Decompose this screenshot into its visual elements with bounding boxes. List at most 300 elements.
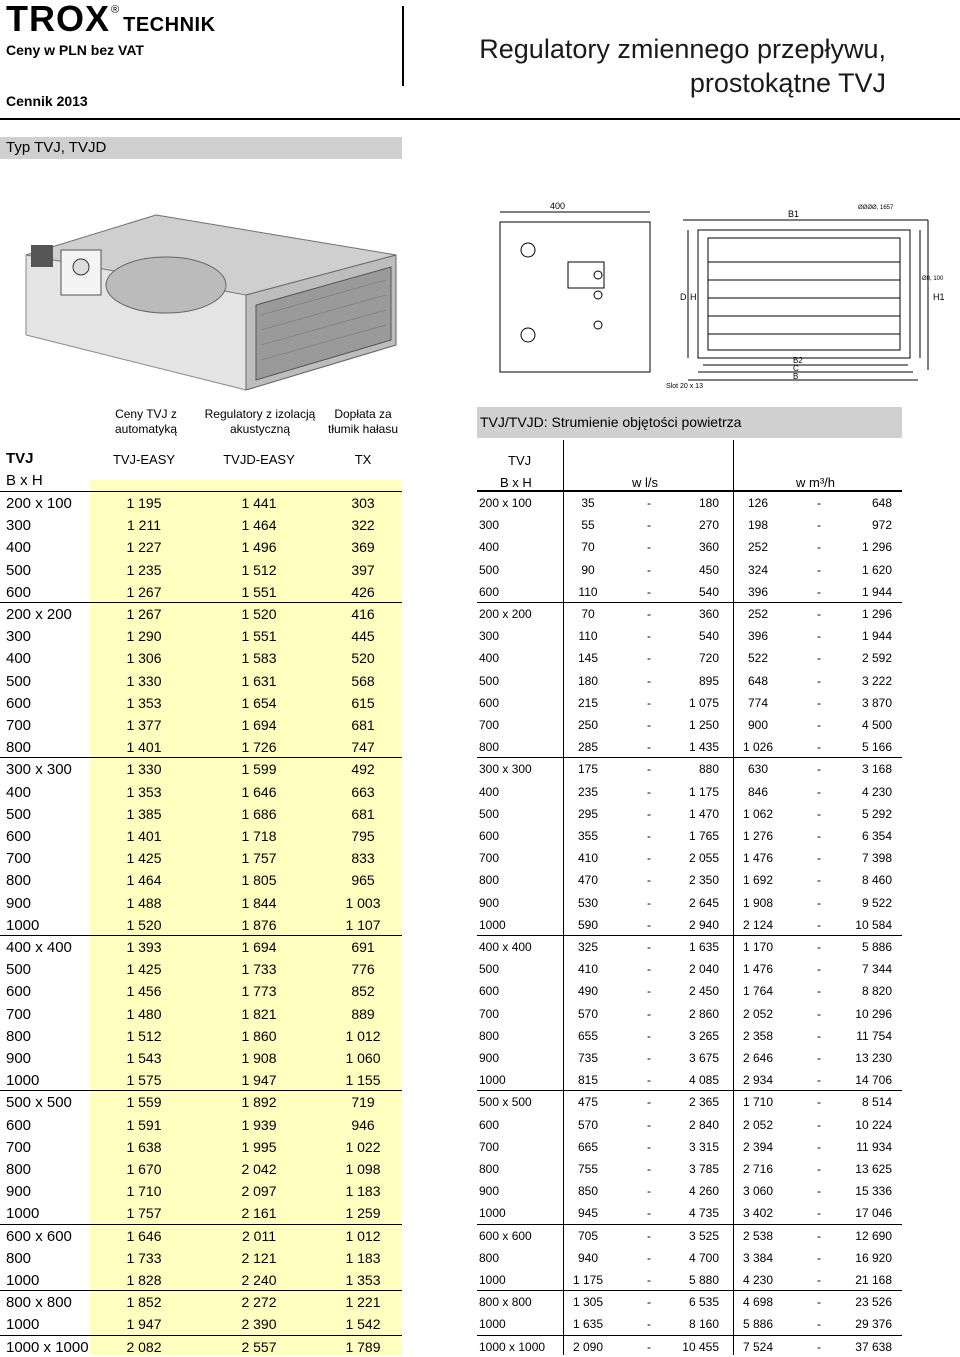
m3h-max-cell: 11 754	[856, 1028, 892, 1043]
size-cell: 500 x 500	[6, 1094, 72, 1112]
tx-cell: 1 259	[345, 1205, 381, 1222]
table-row	[477, 514, 902, 536]
ls-min-cell: 850	[577, 1184, 599, 1199]
tvj-easy-cell: 1 267	[126, 606, 162, 622]
table-row	[477, 603, 902, 625]
dash: -	[647, 784, 651, 799]
ls-min-cell: 530	[577, 895, 599, 910]
table-row	[0, 1313, 402, 1335]
dash: -	[817, 895, 821, 910]
col-header-tvj-price: Ceny TVJ z automatyką	[114, 407, 178, 436]
table-row	[477, 914, 902, 936]
table-row	[0, 1069, 402, 1091]
ls-max-cell: 4 735	[688, 1206, 719, 1221]
dash: -	[817, 718, 821, 732]
group-divider	[477, 1335, 902, 1336]
tx-cell: 719	[351, 1094, 375, 1111]
tvjd-easy-cell: 1 599	[241, 761, 277, 778]
group-divider	[0, 935, 402, 936]
table-row	[0, 647, 402, 669]
tx-cell: 445	[351, 628, 375, 645]
tx-cell: 965	[351, 872, 375, 889]
group-divider	[0, 491, 402, 492]
ls-min-cell: 110	[578, 629, 598, 644]
size-cell: 500	[6, 961, 32, 979]
ls-max-cell: 2 860	[688, 1006, 719, 1021]
table-row	[0, 670, 402, 692]
group-divider	[0, 1290, 402, 1291]
tx-cell: 1 060	[345, 1050, 381, 1066]
tx-cell: 520	[351, 650, 375, 667]
dash: -	[647, 851, 651, 866]
dash: -	[817, 1139, 821, 1154]
dash: -	[647, 673, 651, 688]
dash: -	[647, 1317, 651, 1332]
tx-cell: 1 012	[345, 1027, 381, 1044]
tx-cell: 946	[351, 1116, 375, 1133]
dash: -	[817, 584, 821, 599]
dash: -	[817, 607, 821, 621]
tvj-easy-cell: 1 480	[126, 1005, 162, 1022]
group-divider	[477, 491, 902, 492]
dash: -	[817, 518, 821, 533]
dash: -	[647, 917, 651, 932]
size-cell: 700	[6, 717, 32, 734]
dim-side: Ø8, 100	[922, 276, 944, 282]
ls-max-cell: 1 635	[688, 940, 719, 954]
m3h-max-cell: 7 344	[861, 962, 892, 977]
m3h-max-cell: 12 690	[855, 1228, 892, 1243]
m3h-min-cell: 2 358	[742, 1028, 774, 1043]
ls-max-cell: 2 055	[688, 851, 719, 866]
logo-trox-text: TROX	[6, 0, 111, 39]
ls-max-cell: 270	[698, 518, 719, 533]
tvjd-easy-cell: 1 654	[241, 694, 277, 711]
ls-min-cell: 110	[578, 584, 598, 599]
dash: -	[647, 1339, 651, 1354]
table-row	[477, 670, 902, 692]
m3h-min-cell: 2 052	[742, 1006, 774, 1021]
ls-max-cell: 1 175	[688, 784, 719, 799]
m3h-min-cell: 3 384	[742, 1250, 774, 1265]
size-cell: 1000	[479, 1273, 506, 1287]
table-row	[0, 1003, 402, 1025]
table-row	[477, 1202, 902, 1224]
size-cell: 800	[6, 1027, 32, 1045]
ls-min-cell: 410	[577, 962, 599, 977]
size-cell: 1000	[479, 917, 506, 932]
tvj-easy-cell: 1 828	[126, 1272, 162, 1288]
m3h-max-cell: 8 460	[861, 873, 892, 888]
tx-cell: 615	[351, 694, 375, 711]
ls-max-cell: 2 840	[688, 1117, 719, 1132]
table-row	[0, 559, 402, 581]
tvjd-easy-cell: 1 583	[241, 650, 277, 667]
technical-drawing	[488, 200, 948, 390]
size-cell: 400 x 400	[6, 939, 72, 956]
dim-b2: B2	[793, 356, 803, 365]
tvj-easy-cell: 1 425	[126, 961, 162, 978]
ls-min-cell: 175	[577, 762, 599, 777]
m3h-min-cell: 198	[747, 518, 769, 533]
tvj-easy-cell: 1 353	[126, 694, 162, 711]
size-cell: 1000	[6, 1072, 40, 1090]
ls-min-cell: 355	[577, 829, 599, 843]
size-cell: 700	[479, 1006, 500, 1021]
dash: -	[647, 629, 651, 644]
dash: -	[647, 1273, 651, 1287]
ls-max-cell: 10 455	[682, 1339, 719, 1354]
ls-min-cell: 1 305	[572, 1295, 604, 1310]
m3h-min-cell: 1 764	[742, 984, 774, 999]
tvjd-easy-cell: 1 520	[241, 606, 277, 622]
size-cell: 600	[479, 695, 500, 710]
tvj-easy-cell: 1 385	[126, 805, 162, 822]
tx-cell: 397	[351, 561, 375, 578]
table-row	[0, 1025, 402, 1047]
size-cell: 1000	[6, 1316, 40, 1334]
tvj-easy-cell: 1 710	[126, 1183, 162, 1200]
dash: -	[647, 1139, 651, 1154]
ls-max-cell: 1 250	[688, 718, 719, 732]
m3h-min-cell: 2 394	[742, 1139, 774, 1154]
size-cell: 1000 x 1000	[6, 1338, 89, 1356]
ls-max-cell: 540	[698, 629, 719, 644]
m3h-min-cell: 2 646	[742, 1051, 774, 1065]
table-row	[477, 1069, 902, 1091]
table-row	[0, 781, 402, 803]
dash: -	[647, 1028, 651, 1043]
size-cell: 600	[6, 694, 32, 712]
table-row	[477, 1158, 902, 1180]
m3h-min-cell: 648	[747, 673, 769, 688]
dim-c: C	[793, 364, 799, 373]
tx-cell: 681	[351, 805, 375, 822]
m3h-min-cell: 2 934	[742, 1073, 774, 1088]
ls-max-cell: 1 075	[688, 695, 719, 710]
m3h-max-cell: 4 500	[861, 718, 892, 732]
ls-max-cell: 450	[698, 562, 719, 577]
size-cell: 700	[479, 1139, 500, 1154]
ls-min-cell: 35	[581, 496, 595, 510]
table-row	[0, 692, 402, 714]
size-cell: 800	[479, 1250, 500, 1265]
m3h-min-cell: 3 060	[742, 1184, 774, 1199]
dash: -	[647, 718, 651, 732]
m3h-max-cell: 10 224	[855, 1117, 892, 1132]
table-row	[0, 1336, 402, 1357]
m3h-min-cell: 2 124	[742, 917, 774, 932]
tvjd-easy-cell: 1 773	[241, 983, 277, 1000]
size-cell: 400	[6, 539, 32, 557]
size-cell: 1000 x 1000	[479, 1339, 546, 1354]
m3h-max-cell: 13 230	[855, 1051, 892, 1065]
type-label: Typ TVJ, TVJD	[0, 137, 402, 159]
ls-max-cell: 3 315	[688, 1139, 719, 1154]
table-row	[477, 980, 902, 1002]
size-cell: 300 x 300	[6, 761, 72, 779]
size-cell: 500	[6, 672, 32, 690]
size-cell: 800	[479, 1162, 500, 1176]
right-h-ls: w l/s	[632, 475, 658, 490]
column-divider	[563, 440, 564, 1355]
product-photo	[6, 195, 398, 395]
m3h-max-cell: 9 522	[861, 895, 892, 910]
dash: -	[647, 584, 651, 599]
m3h-min-cell: 126	[747, 496, 769, 510]
logo-registered-mark: ®	[111, 4, 120, 16]
dash: -	[647, 740, 651, 755]
m3h-min-cell: 1 170	[742, 940, 774, 954]
tvj-easy-cell: 1 646	[126, 1227, 162, 1244]
size-cell: 900	[479, 1051, 500, 1065]
dash: -	[817, 1006, 821, 1021]
table-row	[0, 980, 402, 1002]
ls-min-cell: 325	[577, 940, 599, 954]
size-cell: 600	[479, 829, 500, 843]
ls-min-cell: 55	[581, 518, 595, 533]
dash: -	[817, 1051, 821, 1065]
dim-b: B	[793, 372, 799, 381]
ls-max-cell: 5 880	[688, 1273, 719, 1287]
table-row	[477, 1180, 902, 1202]
table-row	[477, 1291, 902, 1313]
m3h-max-cell: 3 870	[861, 695, 892, 710]
table-row	[477, 581, 902, 603]
tvjd-easy-cell: 1 441	[241, 495, 277, 511]
table-row	[477, 1091, 902, 1113]
tx-cell: 416	[351, 606, 375, 622]
tvj-easy-cell: 1 330	[126, 672, 162, 689]
table-row	[477, 625, 902, 647]
tvjd-easy-cell: 1 995	[241, 1138, 277, 1155]
dash: -	[647, 1206, 651, 1221]
tvj-easy-cell: 1 638	[126, 1138, 162, 1155]
table-row	[0, 603, 402, 625]
m3h-max-cell: 11 934	[856, 1139, 892, 1154]
dim-b1: B1	[788, 209, 800, 219]
m3h-min-cell: 252	[747, 540, 769, 555]
dash: -	[647, 1095, 651, 1110]
table-row	[0, 1158, 402, 1180]
size-cell: 800	[479, 1028, 500, 1043]
tvj-easy-cell: 1 235	[126, 561, 162, 578]
tx-cell: 1 155	[345, 1072, 381, 1089]
tvjd-easy-cell: 1 757	[241, 850, 277, 867]
table-row	[477, 1047, 902, 1069]
tvjd-easy-cell: 1 631	[241, 672, 277, 689]
table-row	[0, 736, 402, 758]
tvjd-easy-cell: 1 805	[241, 872, 277, 889]
tvjd-easy-cell: 2 161	[241, 1205, 277, 1222]
m3h-min-cell: 3 402	[742, 1206, 774, 1221]
ls-min-cell: 665	[577, 1139, 599, 1154]
m3h-max-cell: 8 820	[861, 984, 892, 999]
tx-cell: 492	[351, 761, 375, 778]
m3h-min-cell: 1 276	[742, 829, 774, 843]
tvj-easy-cell: 1 267	[126, 583, 162, 600]
size-cell: 900	[6, 1183, 32, 1201]
m3h-max-cell: 3 222	[861, 673, 892, 688]
tvjd-easy-cell: 1 464	[241, 517, 277, 534]
dash: -	[817, 940, 821, 954]
size-cell: 600	[6, 828, 32, 845]
dash: -	[647, 895, 651, 910]
tvj-easy-cell: 1 947	[126, 1316, 162, 1333]
dash: -	[817, 740, 821, 755]
tx-cell: 1 003	[345, 894, 381, 911]
size-cell: 500	[479, 806, 500, 821]
logo-technik-text: TECHNIK	[123, 14, 216, 36]
tvjd-easy-cell: 1 892	[241, 1094, 277, 1111]
table-row	[477, 1136, 902, 1158]
dash: -	[647, 1250, 651, 1265]
group-divider	[0, 1335, 402, 1336]
table-row	[477, 1313, 902, 1335]
tvjd-easy-cell: 2 121	[241, 1249, 277, 1266]
ls-min-cell: 1 635	[572, 1317, 604, 1332]
tvjd-easy-cell: 1 496	[241, 539, 277, 556]
ls-min-cell: 295	[577, 806, 599, 821]
dash: -	[817, 851, 821, 866]
dash: -	[817, 562, 821, 577]
ls-max-cell: 880	[698, 762, 719, 777]
table-row	[0, 1136, 402, 1158]
group-divider	[477, 1224, 902, 1225]
size-cell: 600	[479, 984, 500, 999]
size-cell: 500	[479, 562, 500, 577]
header-divider	[477, 490, 902, 491]
dash: -	[647, 1006, 651, 1021]
dim-d: D	[680, 292, 687, 302]
size-cell: 500	[6, 805, 32, 823]
ls-min-cell: 490	[577, 984, 599, 999]
ls-min-cell: 655	[577, 1028, 599, 1043]
size-cell: 600	[6, 1116, 32, 1134]
table-row	[0, 1225, 402, 1247]
ls-min-cell: 215	[577, 695, 599, 710]
dash: -	[817, 962, 821, 977]
tvj-easy-cell: 1 393	[126, 939, 162, 955]
size-cell: 500	[6, 561, 32, 579]
table-row	[0, 1180, 402, 1202]
size-cell: 500	[479, 673, 500, 688]
tvj-easy-cell: 1 520	[126, 916, 162, 933]
right-table-title: TVJ/TVJD: Strumienie objętości powietrza	[477, 407, 902, 438]
tx-cell: 1 183	[345, 1249, 381, 1266]
dash: -	[817, 762, 821, 777]
table-row	[0, 1202, 402, 1224]
ls-max-cell: 540	[698, 584, 719, 599]
m3h-max-cell: 972	[871, 518, 892, 533]
size-cell: 800	[6, 872, 32, 890]
left-h-tx: TX	[354, 452, 372, 467]
tx-cell: 322	[351, 517, 375, 534]
ls-max-cell: 6 535	[688, 1295, 719, 1310]
dim-400: 400	[550, 201, 566, 211]
size-cell: 400	[479, 651, 500, 666]
ls-max-cell: 3 265	[688, 1028, 719, 1043]
ls-max-cell: 895	[698, 673, 719, 688]
dim-h: H	[690, 292, 697, 302]
size-cell: 300	[6, 628, 32, 646]
ls-min-cell: 70	[581, 540, 595, 555]
m3h-max-cell: 10 296	[855, 1006, 892, 1021]
tvjd-easy-cell: 1 551	[241, 628, 277, 645]
tx-cell: 1 022	[345, 1138, 381, 1155]
size-cell: 900	[479, 1184, 500, 1199]
m3h-max-cell: 5 886	[861, 940, 892, 954]
size-cell: 800	[479, 740, 500, 755]
group-divider	[477, 1290, 902, 1291]
tx-cell: 747	[351, 739, 375, 756]
dash: -	[817, 1095, 821, 1110]
table-row	[477, 1225, 902, 1247]
tvj-easy-cell: 1 227	[126, 539, 162, 556]
size-cell: 600	[6, 983, 32, 1001]
size-cell: 900	[6, 894, 32, 912]
m3h-min-cell: 774	[747, 695, 769, 710]
tx-cell: 852	[351, 983, 375, 1000]
tx-cell: 303	[351, 495, 375, 511]
tx-cell: 1 221	[345, 1294, 381, 1311]
m3h-max-cell: 13 625	[855, 1162, 892, 1176]
table-row	[0, 825, 402, 847]
right-h-bxh: B x H	[500, 475, 532, 490]
ls-max-cell: 4 260	[688, 1184, 719, 1199]
size-cell: 1000	[6, 1272, 40, 1289]
tx-cell: 691	[351, 939, 375, 955]
m3h-min-cell: 2 716	[742, 1162, 774, 1176]
price-note: Ceny w PLN bez VAT	[6, 42, 144, 58]
m3h-min-cell: 900	[747, 718, 769, 732]
table-row	[477, 936, 902, 958]
ls-min-cell: 1 175	[572, 1273, 604, 1287]
ls-min-cell: 470	[577, 873, 599, 888]
m3h-min-cell: 1 026	[742, 740, 774, 755]
tx-cell: 1 012	[345, 1227, 381, 1244]
size-cell: 300 x 300	[479, 762, 532, 777]
dash: -	[817, 629, 821, 644]
table-row	[0, 758, 402, 780]
ls-min-cell: 705	[577, 1228, 599, 1243]
tvj-easy-cell: 1 330	[126, 761, 162, 778]
dash: -	[647, 1295, 651, 1310]
tx-cell: 795	[351, 828, 375, 844]
m3h-min-cell: 630	[747, 762, 769, 777]
ls-min-cell: 475	[577, 1095, 599, 1110]
right-h-m3h: w m³/h	[796, 475, 835, 490]
size-cell: 400	[6, 783, 32, 801]
tvj-easy-cell: 1 543	[126, 1050, 162, 1066]
title-line-2: prostokątne TVJ	[689, 68, 886, 98]
group-divider	[0, 1090, 402, 1091]
column-divider	[733, 440, 734, 1355]
size-cell: 500	[479, 962, 500, 977]
dash: -	[647, 940, 651, 954]
dash: -	[647, 607, 651, 621]
tvj-easy-cell: 1 195	[126, 495, 162, 511]
m3h-max-cell: 2 592	[861, 651, 892, 666]
tvj-easy-cell: 1 353	[126, 783, 162, 800]
m3h-max-cell: 29 376	[855, 1317, 892, 1332]
m3h-max-cell: 5 166	[861, 740, 892, 755]
ls-min-cell: 815	[577, 1073, 599, 1088]
m3h-max-cell: 37 638	[855, 1339, 892, 1354]
size-cell: 600 x 600	[479, 1228, 532, 1243]
tx-cell: 1 353	[345, 1272, 381, 1288]
tvjd-easy-cell: 1 844	[241, 894, 277, 911]
